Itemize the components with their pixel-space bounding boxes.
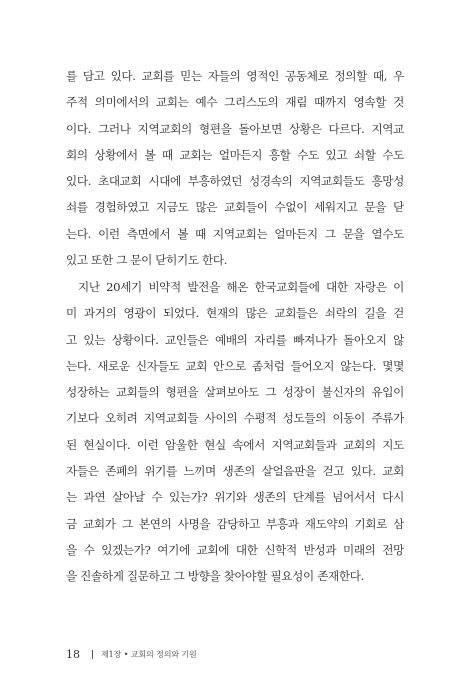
text-line: 을 진솔하게 질문하고 그 방향을 찾아야할 필요성이 존재한다.	[66, 569, 364, 584]
text-line: 미 과거의 영광이 되었다. 현재의 많은 교회들은 쇠락의 길을 걷	[66, 306, 404, 321]
paragraph-2	[66, 274, 404, 590]
text-line: 를 담고 있다. 교회를 믿는 자들의 영적인 공동체로 정의할 때, 우	[66, 69, 404, 83]
text-line: 이다. 그러나 지역교회의 형편을 돌아보면 상황은 다르다. 지역교	[66, 121, 404, 136]
text-line: 기보다 오히려 지역교회들 사이의 수평적 성도들의 이동이 주류가	[66, 411, 404, 426]
text-line: 는다. 새로운 신자들도 교회 안으로 좀처럼 들어오지 않는다. 몇몇	[66, 358, 404, 373]
text-line: 금 교회가 그 본연의 사명을 감당하고 부흥과 재도약의 기회로 삼	[66, 516, 404, 531]
text-line: 자들은 존폐의 위기를 느끼며 생존의 살얼음판을 걷고 있다. 교회	[66, 464, 404, 479]
page-footer	[66, 646, 197, 662]
text-line: 주적 의미에서의 교회는 예수 그리스도의 재림 때까지 영속할 것	[66, 95, 404, 110]
text-line: 있고 또한 그 문이 닫히기도 한다.	[66, 253, 228, 268]
text-line: 회의 상황에서 볼 때 교회는 얼마든지 흥할 수도 있고 쇠할 수도	[66, 147, 404, 162]
text-line: 된 현실이다. 이런 암울한 현실 속에서 지역교회들과 교회의 지도	[66, 437, 404, 452]
paragraph-1	[66, 63, 404, 273]
text-line: 쇠를 경험하였고 지금도 많은 교회들이 수없이 세워지고 문을 닫	[66, 200, 404, 215]
page-number: 18	[66, 647, 80, 661]
text-line: 성장하는 교회들의 형편을 살펴보아도 그 성장이 불신자의 유입이	[66, 385, 404, 400]
text-line-indented: 지난 20세기 비약적 발전을 해온 한국교회들에 대한 자랑은 이	[78, 280, 404, 294]
running-title: 제1장 • 교회의 정의와 기원	[101, 649, 197, 659]
footer-divider	[92, 650, 93, 659]
text-line: 는다. 이런 측면에서 볼 때 지역교회는 얼마든지 그 문을 열수도	[66, 226, 404, 241]
text-line: 고 있는 상황이다. 교인들은 예배의 자리를 빠져나가 돌아오지 않	[66, 332, 404, 347]
text-line: 는 과연 살아날 수 있는가? 위기와 생존의 단계를 넘어서서 다시	[66, 490, 404, 505]
text-line: 있다. 초대교회 시대에 부흥하였던 성경속의 지역교회들도 흥망성	[66, 174, 404, 189]
text-line: 을 수 있겠는가? 여기에 교회에 대한 신학적 반성과 미래의 전망	[66, 542, 404, 557]
